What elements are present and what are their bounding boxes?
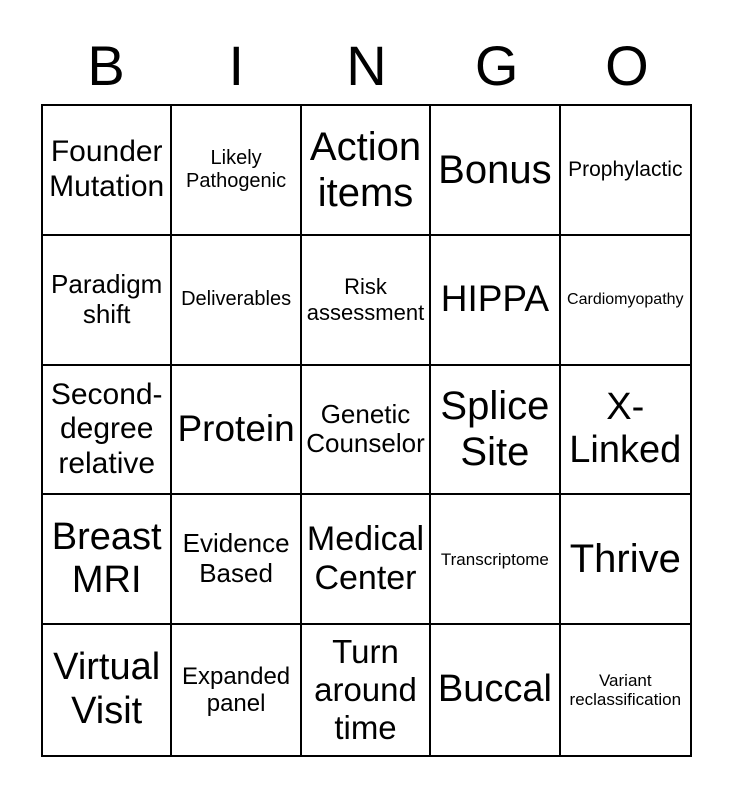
bingo-cell-r4c2[interactable]: Evidence Based xyxy=(172,495,301,625)
title-letter-n: N xyxy=(346,34,387,97)
bingo-cell-r5c4[interactable]: Buccal xyxy=(431,625,560,755)
bingo-cell-r1c4[interactable]: Bonus xyxy=(431,106,560,236)
bingo-cell-r2c1[interactable]: Paradigm shift xyxy=(43,236,172,366)
bingo-cell-r3c4[interactable]: Splice Site xyxy=(431,366,560,496)
bingo-cell-r1c5[interactable]: Prophylactic xyxy=(561,106,690,236)
bingo-cell-r4c5[interactable]: Thrive xyxy=(561,495,690,625)
bingo-cell-r1c1[interactable]: Founder Mutation xyxy=(43,106,172,236)
bingo-cell-r5c5[interactable]: Variant reclassification xyxy=(569,670,682,710)
bingo-cell-r3c5[interactable]: X-Linked xyxy=(561,366,690,496)
bingo-cell-r4c1[interactable]: Breast MRI xyxy=(43,495,172,625)
bingo-cell-r4c3[interactable]: Medical Center xyxy=(302,495,431,625)
bingo-cell-r1c3[interactable]: Action items xyxy=(302,106,431,236)
title-letter-g: G xyxy=(474,34,519,97)
bingo-cell-r3c3[interactable]: Genetic Counselor xyxy=(302,366,431,496)
bingo-cell-r2c5[interactable]: Cardiomyopathy xyxy=(561,236,690,366)
title-letter-o: O xyxy=(605,34,649,97)
bingo-cell-r5c2[interactable]: Expanded panel xyxy=(172,625,301,755)
bingo-cell-r5c1[interactable]: Virtual Visit xyxy=(43,625,172,755)
bingo-cell-r2c3[interactable]: Risk assessment xyxy=(302,236,431,366)
bingo-cell-r4c4[interactable]: Transcriptome xyxy=(431,495,560,625)
bingo-cell-r5c3[interactable]: Turn around time xyxy=(302,625,431,755)
title-letter-b: B xyxy=(87,34,125,97)
bingo-title xyxy=(41,30,692,104)
bingo-cell-r2c2[interactable]: Deliverables xyxy=(172,236,301,366)
bingo-cell-r2c4[interactable]: HIPPA xyxy=(431,236,560,366)
bingo-cell-r3c2[interactable]: Protein xyxy=(172,366,301,496)
bingo-cell-r3c1[interactable]: Second-degree relative xyxy=(43,366,172,496)
bingo-cell-r1c2[interactable]: Likely Pathogenic xyxy=(172,106,301,236)
bingo-grid xyxy=(41,104,692,757)
title-letter-i: I xyxy=(228,34,245,97)
